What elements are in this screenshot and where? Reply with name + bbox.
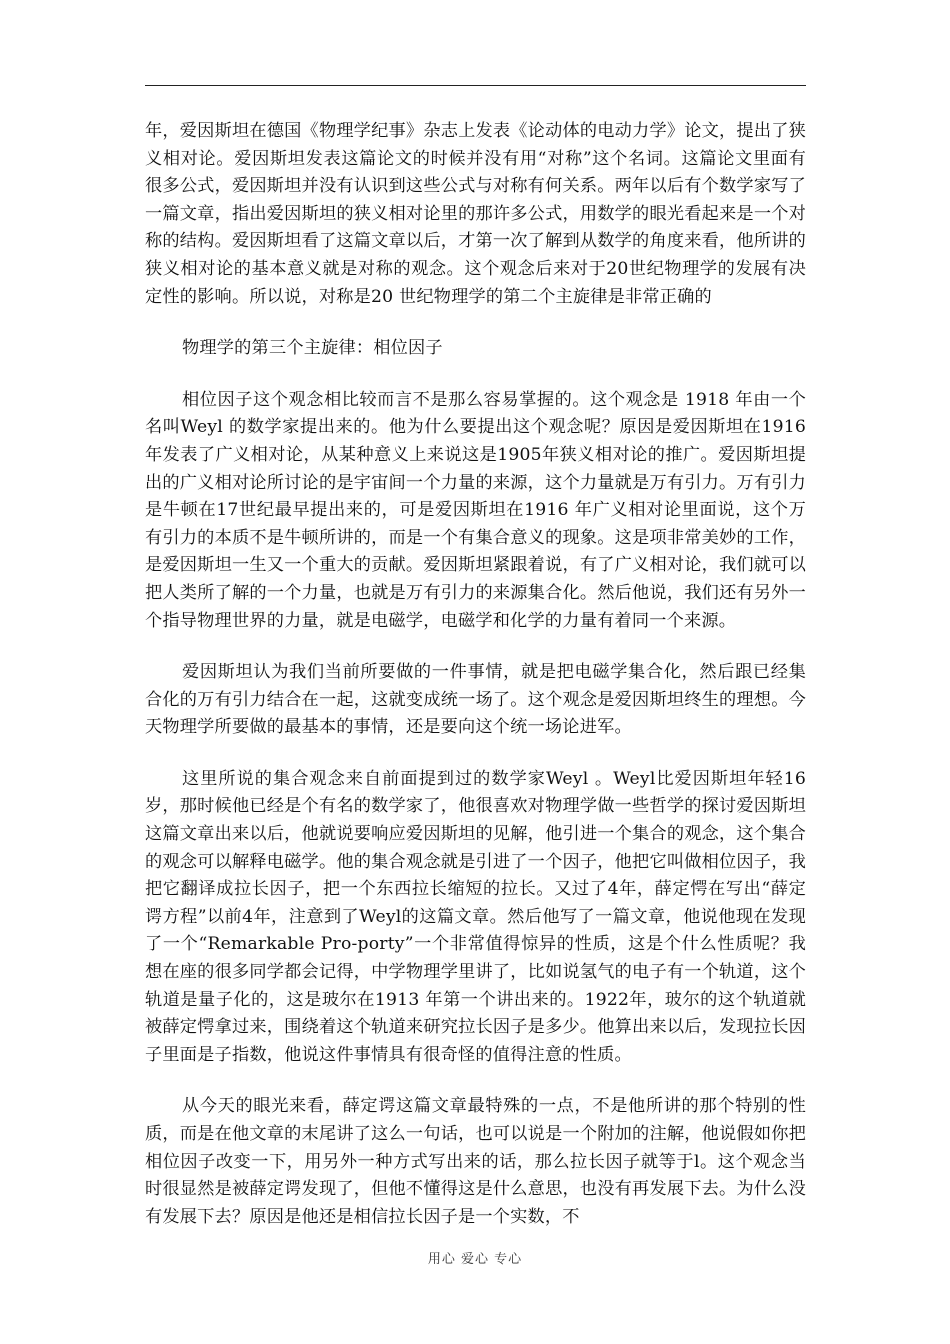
section-heading-phase-factor: 物理学的第三个主旋律：相位因子: [182, 338, 443, 359]
page-body: [145, 118, 806, 1231]
page-footer: 用心 爱心 专心: [427, 1252, 523, 1267]
paragraph-phase-factor-origin: 相位因子这个观念相比较而言不是那么容易掌握的。这个观念是 1918 年由一个名叫Weyl 的数学家提出来的。他为什么要提出这个观念呢？原因是爱因斯坦在1916年发表了广义相对论，从某种意义上来说这是1905年狭义相对论的推广。爱因斯坦提出的广义相对论所讨论的是宇宙间一个力量的来源，这个力量就是万有引力。万有引力是牛顿在17世纪最早提出来的，可是爱因斯坦在1916 年广义相对论里面说，这个万有引力的本质不是牛顿所讲的，而是一个有集合意义的现象。这是项非常美妙的工作，是爱因斯坦一生又一个重大的贡献。爱因斯坦紧跟着说，有了广义相对论，我们就可以把人类所了解的一个力量，也就是万有引力的来源集合化。然后他说，我们还有另外一个指导物理世界的力量，就是电磁学，电磁学和化学的力量有着同一个来源。: [145, 389, 806, 631]
paragraph-relativity-symmetry: 年，爱因斯坦在德国《物理学纪事》杂志上发表《论动体的电动力学》论文，提出了狭义相对论。爱因斯坦发表这篇论文的时候并没有用“对称”这个名词。这篇论文里面有很多公式，爱因斯坦并没有认识到这些公式与对称有何关系。两年以后有个数学家写了一篇文章，指出爱因斯坦的狭义相对论里的那许多公式，用数学的眼光看起来是一个对称的结构。爱因斯坦看了这篇文章以后，才第一次了解到从数学的角度来看，他所讲的狭义相对论的基本意义就是对称的观念。这个观念后来对于20世纪物理学的发展有决定性的影响。所以说，对称是20 世纪物理学的第二个主旋律是非常正确的: [145, 121, 806, 307]
paragraph-schrodinger-note: 从今天的眼光来看，薛定谔这篇文章最特殊的一点，不是他所讲的那个特别的性质，而是在他文章的末尾讲了这么一句话，也可以说是一个附加的注解，他说假如你把相位因子改变一下，用另外一种方式写出来的话，那么拉长因子就等于l。这个观念当时很显然是被薛定谔发现了，但他不懂得这是什么意思，也没有再发展下去。为什么没有发展下去？原因是他还是相信拉长因子是一个实数，不: [145, 1096, 806, 1227]
header-rule: [145, 85, 806, 86]
paragraph-unified-field: 爱因斯坦认为我们当前所要做的一件事情，就是把电磁学集合化，然后跟已经集合化的万有引力结合在一起，这就变成统一场了。这个观念是爱因斯坦终生的理想。今天物理学所要做的最基本的事情，还是要向这个统一场论进军。: [145, 662, 806, 738]
paragraph-weyl-schrodinger: 这里所说的集合观念来自前面提到过的数学家Weyl 。Weyl比爱因斯坦年轻16岁，那时候他已经是个有名的数学家了，他很喜欢对物理学做一些哲学的探讨爱因斯坦这篇文章出来以后，他就说要响应爱因斯坦的见解，他引进一个集合的观念，这个集合的观念可以解释电磁学。他的集合观念就是引进了一个因子，他把它叫做相位因子，我把它翻译成拉长因子，把一个东西拉长缩短的拉长。又过了4年，薛定愕在写出“薛定谔方程”以前4年，注意到了Weyl的这篇文章。然后他写了一篇文章，他说他现在发现了一个“Remarkable Pro-porty”一个非常值得惊异的性质，这是个什么性质呢？我想在座的很多同学都会记得，中学物理学里讲了，比如说氢气的电子有一个轨道，这个轨道是量子化的，这是玻尔在1913 年第一个讲出来的。1922年，玻尔的这个轨道就被薛定愕拿过来，围绕着这个轨道来研究拉长因子是多少。他算出来以后，发现拉长因子里面是子指数，他说这件事情具有很奇怪的值得注意的性质。: [145, 768, 806, 1065]
